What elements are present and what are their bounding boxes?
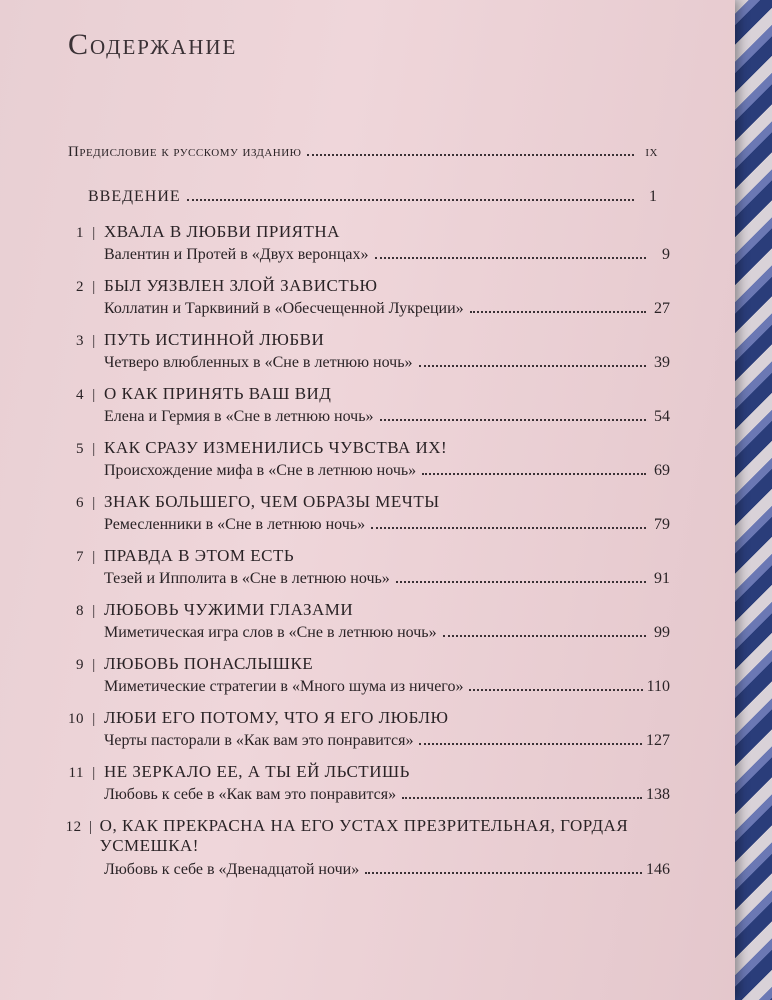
dot-leader (187, 199, 634, 201)
toc-chapter (60, 222, 670, 264)
chapter-title: НЕ ЗЕРКАЛО ЕЕ, А ТЫ ЕЙ ЛЬСТИШЬ (104, 762, 410, 781)
chapter-subtitle: Миметическая игра слов в «Сне в летнюю ночь» (104, 624, 437, 641)
dot-leader (307, 154, 634, 156)
separator: | (92, 711, 96, 727)
dot-leader (419, 365, 646, 367)
dot-leader (443, 635, 646, 637)
chapter-title: ПУТЬ ИСТИННОЙ ЛЮБВИ (104, 330, 325, 349)
chapter-number: 5 (76, 441, 84, 457)
page-title: Содержание (68, 28, 238, 61)
chapter-subtitle: Любовь к себе в «Как вам это понравится» (104, 786, 397, 803)
chapter-page: 127 (646, 732, 670, 749)
chapter-page: 39 (654, 354, 670, 371)
toc-chapter (60, 762, 670, 804)
separator: | (92, 441, 96, 457)
chapter-number: 2 (76, 279, 84, 295)
chapter-number: 10 (68, 711, 84, 727)
chapter-title: ХВАЛА В ЛЮБВИ ПРИЯТНА (104, 222, 340, 241)
chapter-subtitle: Четверо влюбленных в «Сне в летнюю ночь» (104, 354, 413, 371)
chapter-subtitle: Любовь к себе в «Двенадцатой ночи» (104, 860, 360, 878)
dot-leader (375, 257, 646, 259)
chapter-subtitle: Коллатин и Тарквиний в «Обесчещенной Лукреции» (104, 300, 464, 317)
chapter-number: 3 (76, 333, 84, 349)
separator: | (92, 765, 96, 781)
chapter-page: 27 (654, 300, 670, 317)
toc-chapter (60, 276, 670, 318)
chapter-number: 11 (68, 765, 84, 781)
separator: | (92, 333, 96, 349)
chapter-number: 6 (76, 495, 84, 511)
toc-chapter (60, 438, 670, 480)
dot-leader (371, 527, 646, 529)
chapter-list (60, 222, 670, 891)
entry-page: ix (645, 144, 658, 160)
chapter-page: 146 (646, 860, 670, 878)
toc-entry-preface (68, 144, 658, 161)
chapter-number: 9 (76, 657, 84, 673)
chapter-title: О КАК ПРИНЯТЬ ВАШ ВИД (104, 384, 332, 403)
chapter-number: 8 (76, 603, 84, 619)
chapter-page: 69 (654, 462, 670, 479)
chapter-number: 1 (76, 225, 84, 241)
separator: | (92, 387, 96, 403)
chapter-title: ЛЮБИ ЕГО ПОТОМУ, ЧТО Я ЕГО ЛЮБЛЮ (104, 708, 449, 727)
toc-chapter (60, 816, 670, 879)
chapter-number: 4 (76, 387, 84, 403)
chapter-subtitle: Происхождение мифа в «Сне в летнюю ночь» (104, 462, 417, 479)
chapter-title: ЛЮБОВЬ ПОНАСЛЫШКЕ (104, 654, 314, 673)
chapter-subtitle: Черты пасторали в «Как вам это понравится» (104, 732, 414, 749)
dot-leader (380, 419, 646, 421)
chapter-page: 138 (646, 786, 670, 803)
chapter-subtitle: Елена и Гермия в «Сне в летнюю ночь» (104, 408, 374, 425)
separator: | (92, 279, 96, 295)
separator: | (92, 603, 96, 619)
chapter-title: ЗНАК БОЛЬШЕГО, ЧЕМ ОБРАЗЫ МЕЧТЫ (104, 492, 440, 511)
chapter-page: 110 (646, 678, 670, 695)
toc-chapter (60, 330, 670, 372)
chapter-page: 99 (654, 624, 670, 641)
separator: | (92, 657, 96, 673)
dot-leader (396, 581, 646, 583)
chapter-page: 54 (654, 408, 670, 425)
toc-chapter (60, 654, 670, 696)
separator: | (92, 225, 96, 241)
toc-chapter (60, 546, 670, 588)
chapter-page: 79 (654, 516, 670, 533)
chapter-number: 12 (65, 819, 82, 835)
dot-leader (470, 311, 646, 313)
separator: | (92, 549, 96, 565)
chapter-page: 91 (654, 570, 670, 587)
toc-entry-intro (88, 188, 658, 206)
toc-chapter (60, 600, 670, 642)
chapter-title: ПРАВДА В ЭТОМ ЕСТЬ (104, 546, 295, 565)
chapter-title: КАК СРАЗУ ИЗМЕНИЛИСЬ ЧУВСТВА ИХ! (104, 438, 448, 457)
chapter-subtitle: Тезей и Ипполита в «Сне в летнюю ночь» (104, 570, 390, 587)
separator: | (92, 495, 96, 511)
toc-chapter (60, 384, 670, 426)
chapter-title: О, КАК ПРЕКРАСНА НА ЕГО УСТАХ ПРЕЗРИТЕЛЬНАЯ, ГОРДАЯ УСМЕШКА! (99, 816, 629, 856)
dot-leader (365, 872, 642, 874)
entry-title: Предисловие к русскому изданию (68, 144, 302, 160)
dot-leader (419, 743, 642, 745)
dot-leader (469, 689, 642, 691)
chapter-title: ЛЮБОВЬ ЧУЖИМИ ГЛАЗАМИ (104, 600, 354, 619)
chapter-subtitle: Валентин и Протей в «Двух веронцах» (104, 246, 369, 263)
chapter-subtitle: Ремесленники в «Сне в летнюю ночь» (104, 516, 366, 533)
entry-page: 1 (649, 188, 658, 205)
chapter-title: БЫЛ УЯЗВЛЕН ЗЛОЙ ЗАВИСТЬЮ (104, 276, 378, 295)
toc-chapter (60, 492, 670, 534)
entry-title: ВВЕДЕНИЕ (88, 188, 181, 205)
separator: | (88, 819, 93, 835)
dot-leader (422, 473, 646, 475)
chapter-number: 7 (76, 549, 84, 565)
toc-chapter (60, 708, 670, 750)
chapter-page: 9 (662, 246, 670, 263)
chapter-subtitle: Миметические стратегии в «Много шума из ничего» (104, 678, 464, 695)
dot-leader (402, 797, 642, 799)
